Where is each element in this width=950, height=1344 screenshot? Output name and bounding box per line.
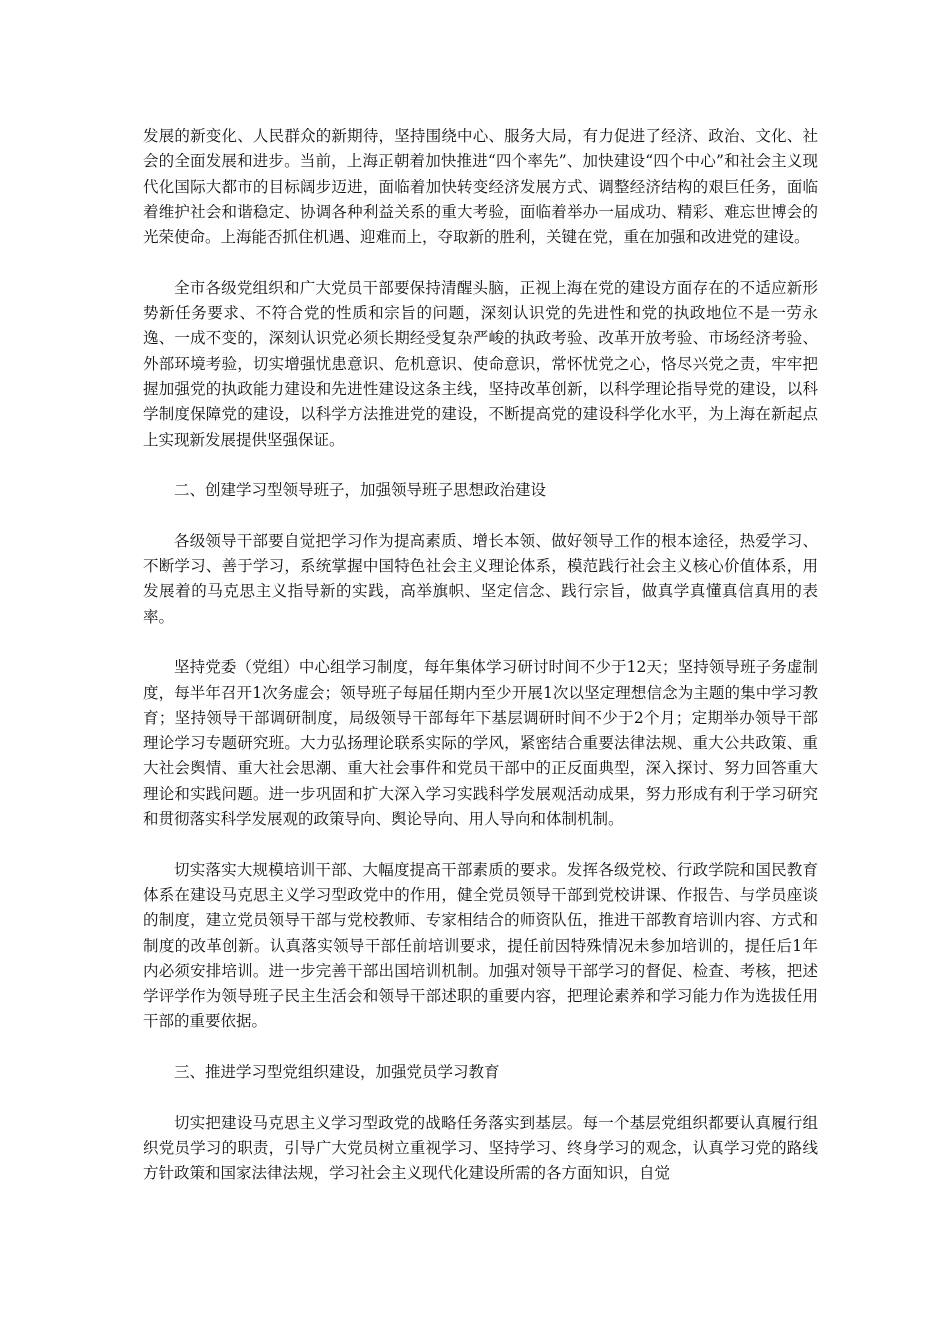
paragraph-2: 全市各级党组织和广大党员干部要保持清醒头脑，正视上海在党的建设方面存在的不适应新形势新任务要求、不符合党的性质和宗旨的问题，深刻认识党的先进性和党的执政地位不是一劳永逸、一成不变的，深刻认识党必须长期经受复杂严峻的执政考验、改革开放考验、市场经济考验、外部环境考验，切实增强忧患意识、危机意识、使命意识，常怀忧党之心，恪尽兴党之责，牢牢把握加强党的执政能力建设和先进性建设这条主线，坚持改革创新，以科学理论指导党的建设，以科学制度保障党的建设，以科学方法推进党的建设，不断提高党的建设科学化水平，为上海在新起点上实现新发展提供坚强保证。	[143, 278, 818, 449]
section-heading-3: 三、推进学习型党组织建设，加强党员学习教育	[174, 1062, 500, 1081]
paragraph-4: 坚持党委（党组）中心组学习制度，每年集体学习研讨时间不少于12天；坚持领导班子务虚制度，每半年召开1次务虚会；领导班子每届任期内至少开展1次以坚定理想信念为主题的集中学习教育；坚持领导干部调研制度，局级领导干部每年下基层调研时间不少于2个月；定期举办领导干部理论学习专题研究班。大力弘扬理论联系实际的学风，紧密结合重要法律法规、重大公共政策、重大社会舆情、重大社会思潮、重大社会事件和党员干部中的正反面典型，深入探讨、努力回答重大理论和实践问题。进一步巩固和扩大深入学习实践科学发展观活动成果，努力形成有利于学习研究和贯彻落实科学发展观的政策导向、舆论导向、用人导向和体制机制。	[143, 658, 818, 829]
paragraph-6: 切实把建设马克思主义学习型政党的战略任务落实到基层。每一个基层党组织都要认真履行组织党员学习的职责，引导广大党员树立重视学习、坚持学习、终身学习的观念，认真学习党的路线方针政策和国家法律法规，学习社会主义现代化建设所需的各方面知识，自觉	[143, 1113, 818, 1183]
paragraph-1: 发展的新变化、人民群众的新期待，坚持围绕中心、服务大局，有力促进了经济、政治、文化、社会的全面发展和进步。当前，上海正朝着加快推进“四个率先”、加快建设“四个中心”和社会主义现代化国际大都市的目标阔步迈进，面临着加快转变经济发展方式、调整经济结构的艰巨任务，面临着维护社会和谐稳定、协调各种利益关系的重大考验，面临着举办一届成功、精彩、难忘世博会的光荣使命。上海能否抓住机遇、迎难而上，夺取新的胜利，关键在党，重在加强和改进党的建设。	[143, 127, 818, 247]
paragraph-5: 切实落实大规模培训干部、大幅度提高干部素质的要求。发挥各级党校、行政学院和国民教育体系在建设马克思主义学习型政党中的作用，健全党员领导干部到党校讲课、作报告、与学员座谈的制度，建立党员领导干部与党校教师、专家相结合的师资队伍，推进干部教育培训内容、方式和制度的改革创新。认真落实领导干部任前培训要求，提任前因特殊情况未参加培训的，提任后1年内必须安排培训。进一步完善干部出国培训机制。加强对领导干部学习的督促、检查、考核，把述学评学作为领导班子民主生活会和领导干部述职的重要内容，把理论素养和学习能力作为选拔任用干部的重要依据。	[143, 860, 818, 1031]
paragraph-3: 各级领导干部要自觉把学习作为提高素质、增长本领、做好领导工作的根本途径，热爱学习、不断学习、善于学习，系统掌握中国特色社会主义理论体系，模范践行社会主义核心价值体系，用发展着的马克思主义指导新的实践，高举旗帜、坚定信念、践行宗旨，做真学真懂真信真用的表率。	[143, 531, 818, 626]
section-heading-2: 二、创建学习型领导班子，加强领导班子思想政治建设	[174, 481, 547, 500]
document-body	[143, 124, 818, 1212]
